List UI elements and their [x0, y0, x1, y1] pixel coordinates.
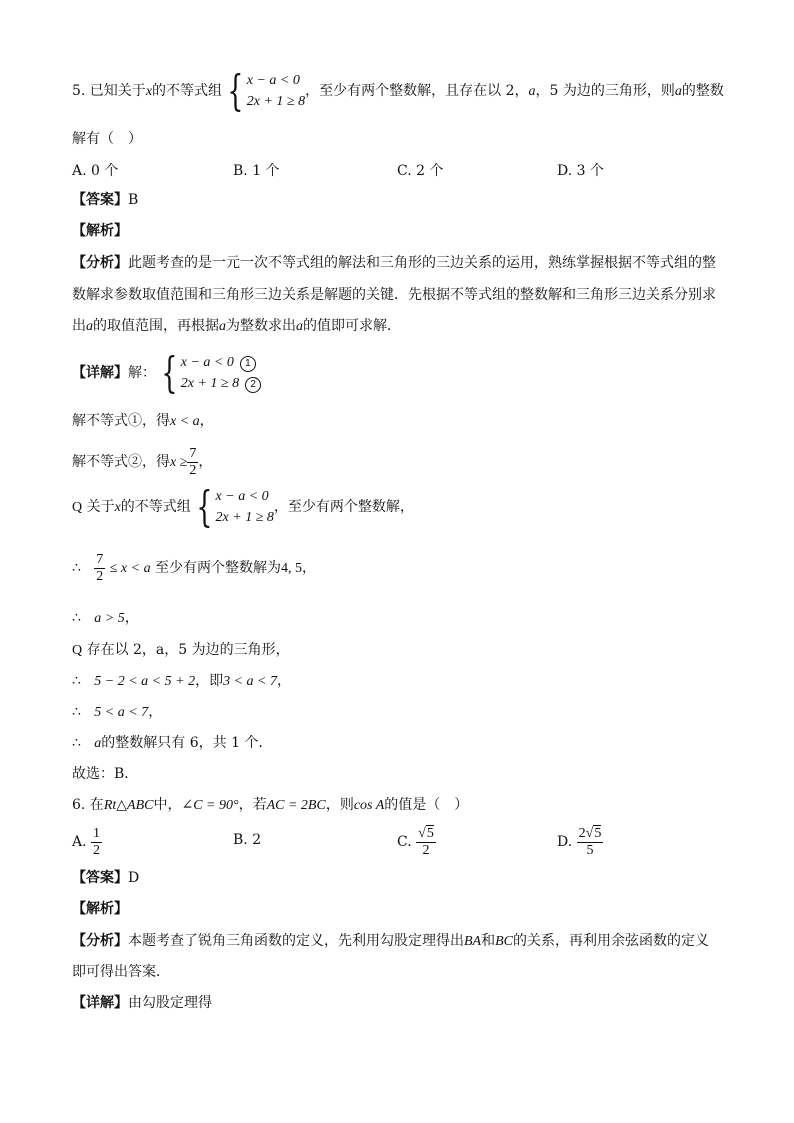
fraction-7-2 — [187, 446, 198, 479]
q5-option-b: B. 1 个 — [233, 163, 280, 179]
fenxi-text: 此题考查的是一元一次不等式组的解法和三角形的三边关系的运用，熟练掌握根据不等式组的整 — [128, 255, 716, 271]
math: AC = 2BC — [266, 798, 326, 813]
q6-answer — [72, 868, 139, 888]
q5-step-a — [72, 548, 316, 589]
comma: ， — [148, 704, 163, 720]
text: 的不等式组 — [120, 499, 191, 515]
numerator: 7 — [96, 551, 104, 567]
q5-option-a: A. 0 个 — [72, 163, 119, 179]
q5-tail: 的整数 — [681, 83, 724, 99]
math: Rt△ABC — [103, 798, 154, 813]
math: BC — [495, 934, 513, 949]
math: 5 − 2 < a < 5 + 2 — [94, 674, 196, 689]
q6-stem — [72, 795, 468, 816]
q5-option-d: D. 3 个 — [557, 163, 604, 179]
q5-xiangjie — [72, 348, 261, 397]
fenxi-text: 和 — [481, 933, 496, 949]
q5-mid: 的不等式组 — [152, 83, 223, 99]
q5-prefix: 5. 已知关于 — [72, 83, 146, 99]
radicand: 5 — [594, 825, 602, 841]
therefore-symbol: ∴ — [72, 705, 81, 720]
option-label: D. — [557, 834, 573, 850]
fraction-sqrt5-2 — [416, 826, 436, 859]
denominator: 2 — [189, 462, 197, 478]
answer-value: D — [128, 870, 140, 886]
q5-fenxi-line2: 数解求参数取值范围和三角形三边关系是解题的关键．先根据不等式组的整数解和三角形三边关系分别求 — [72, 287, 716, 303]
solve-text: 解不等式①，得 — [72, 413, 170, 429]
circled-1: 1 — [240, 356, 256, 372]
therefore-symbol: ∴ — [72, 561, 81, 576]
text: 的整数解只有 6，共 1 个． — [101, 735, 273, 751]
inequality-system: { x − a < 0 2x + 1 ≥ 8 — [196, 482, 274, 531]
math: a — [94, 736, 102, 751]
q5-after-sys: ，至少有两个整数解，且存在以 2， — [305, 83, 529, 99]
q6-fenxi-line1 — [72, 931, 709, 952]
q5-answer — [72, 190, 138, 210]
q5-fenxi-line1 — [72, 253, 716, 273]
sys-row2: 2x + 1 ≥ 8 — [246, 94, 306, 109]
math: 3 < a < 7 — [223, 674, 277, 689]
text: ，则 — [325, 797, 354, 813]
var-a: a — [674, 84, 682, 99]
text: ，至少有两个整数解， — [273, 499, 414, 515]
option-label: A. — [72, 834, 87, 850]
q5-analysis-tag: 【解析】 — [72, 223, 128, 239]
sys-row1: x − a < 0 — [215, 489, 269, 504]
q6-option-a — [72, 822, 102, 862]
q6-fenxi-line2: 即可得出答案． — [72, 964, 170, 980]
text: 关于 — [86, 499, 115, 515]
xiangjie-tag: 【详解】 — [72, 995, 128, 1011]
comma: ， — [198, 454, 213, 470]
comma: ， — [302, 560, 317, 576]
text: 的值是（ ） — [384, 797, 469, 813]
answer-tag: 【答案】 — [72, 192, 128, 208]
q5-step-c — [72, 671, 291, 692]
q5-solve2 — [72, 442, 212, 483]
q5-because2 — [72, 640, 290, 661]
fraction-2sqrt5-5 — [577, 826, 604, 859]
q5-conclusion: 故选：B． — [72, 766, 139, 782]
math: 4, 5 — [281, 561, 303, 576]
var-x: x — [145, 84, 153, 99]
fenxi-text: 本题考查了锐角三角函数的定义，先利用勾股定理得出 — [128, 933, 464, 949]
text: 存在以 2，a，5 为边的三角形， — [86, 642, 290, 658]
math: BA — [464, 934, 482, 949]
comma: ， — [124, 610, 139, 626]
q6-option-d — [557, 822, 603, 862]
math: ≤ x < a — [109, 561, 151, 576]
q5-fenxi-line3: 出a的取值范围，再根据a为整数求出a的值即可求解． — [72, 318, 401, 334]
solve1-result: x < a — [170, 414, 200, 429]
answer-value: B — [128, 192, 139, 208]
therefore-symbol: ∴ — [72, 736, 81, 751]
var-a: a — [528, 84, 536, 99]
numerator: √5 — [418, 825, 434, 841]
q5-after-a: ，5 为边的三角形，则 — [535, 83, 675, 99]
denominator: 2 — [93, 842, 101, 858]
solve-text: 解不等式②，得 — [72, 454, 170, 470]
text: 至少有两个整数解为 — [155, 560, 282, 576]
radicand: 5 — [426, 825, 434, 841]
text: 6. 在 — [72, 797, 104, 813]
sys-row1: x − a < 0 — [180, 355, 234, 370]
inequality-system-labeled: { x − a < 0 1 2x + 1 ≥ 8 2 — [156, 352, 261, 394]
coefficient: 2 — [578, 825, 586, 841]
math: cos A — [353, 798, 385, 813]
q5-step-d — [72, 702, 162, 723]
fraction-7-2 — [94, 552, 105, 585]
q6-analysis-tag: 【解析】 — [72, 901, 128, 917]
sys-row2: 2x + 1 ≥ 8 — [215, 510, 274, 525]
fenxi-text: 的取值范围，再根据 — [93, 318, 219, 334]
because-symbol: Q — [72, 643, 83, 658]
because-symbol: Q — [72, 500, 83, 515]
q6-option-c — [397, 822, 436, 862]
inequality-system: { x − a < 0 2x + 1 ≥ 8 — [227, 66, 306, 115]
math: a > 5 — [94, 611, 125, 626]
q5-because1: Q 关于x的不等式组 { x − a < 0 2x + 1 ≥ 8 ，至少有两个整数解， — [72, 482, 414, 531]
q6-option-b: B. 2 — [233, 832, 262, 848]
jie-text: 解： — [128, 365, 156, 381]
q5-step-e — [72, 733, 272, 754]
denominator: 2 — [96, 568, 104, 584]
fenxi-text: 出 — [72, 318, 86, 334]
denominator: 2 — [422, 842, 430, 858]
sys-row1: x − a < 0 — [246, 73, 300, 88]
q5-stem-line2: 解有（ ） — [72, 131, 142, 147]
therefore-symbol: ∴ — [72, 611, 81, 626]
fenxi-tag: 【分析】 — [72, 255, 128, 271]
solve2-lhs: x ≥ — [170, 455, 188, 470]
fenxi-tag: 【分析】 — [72, 933, 128, 949]
math: ∠C = 90° — [181, 798, 239, 813]
q5-stem — [72, 66, 724, 115]
text: 中， — [153, 797, 182, 813]
numerator: 7 — [189, 445, 197, 461]
numerator: 2√5 — [578, 825, 602, 841]
fraction-1-2 — [91, 826, 102, 859]
text: ，若 — [238, 797, 267, 813]
q6-xiangjie — [72, 993, 212, 1013]
sys-row2: 2x + 1 ≥ 8 — [180, 376, 240, 391]
denominator: 5 — [586, 842, 594, 858]
fenxi-text: 的值即可求解． — [303, 318, 401, 334]
xiangjie-tag: 【详解】 — [72, 365, 128, 381]
fenxi-text: 为整数求出 — [226, 318, 296, 334]
q5-option-c: C. 2 个 — [397, 163, 444, 179]
numerator: 1 — [93, 825, 101, 841]
text: ，即 — [195, 673, 224, 689]
answer-tag: 【答案】 — [72, 870, 128, 886]
math: 5 < a < 7 — [94, 705, 149, 720]
fenxi-text: 的关系，再利用余弦函数的定义 — [513, 933, 709, 949]
comma: ， — [199, 413, 214, 429]
q5-step-b — [72, 608, 139, 629]
option-label: C. — [397, 834, 412, 850]
comma: ， — [276, 673, 291, 689]
circled-2: 2 — [245, 377, 261, 393]
therefore-symbol: ∴ — [72, 674, 81, 689]
q5-solve1 — [72, 411, 214, 432]
text: 由勾股定理得 — [128, 995, 212, 1011]
